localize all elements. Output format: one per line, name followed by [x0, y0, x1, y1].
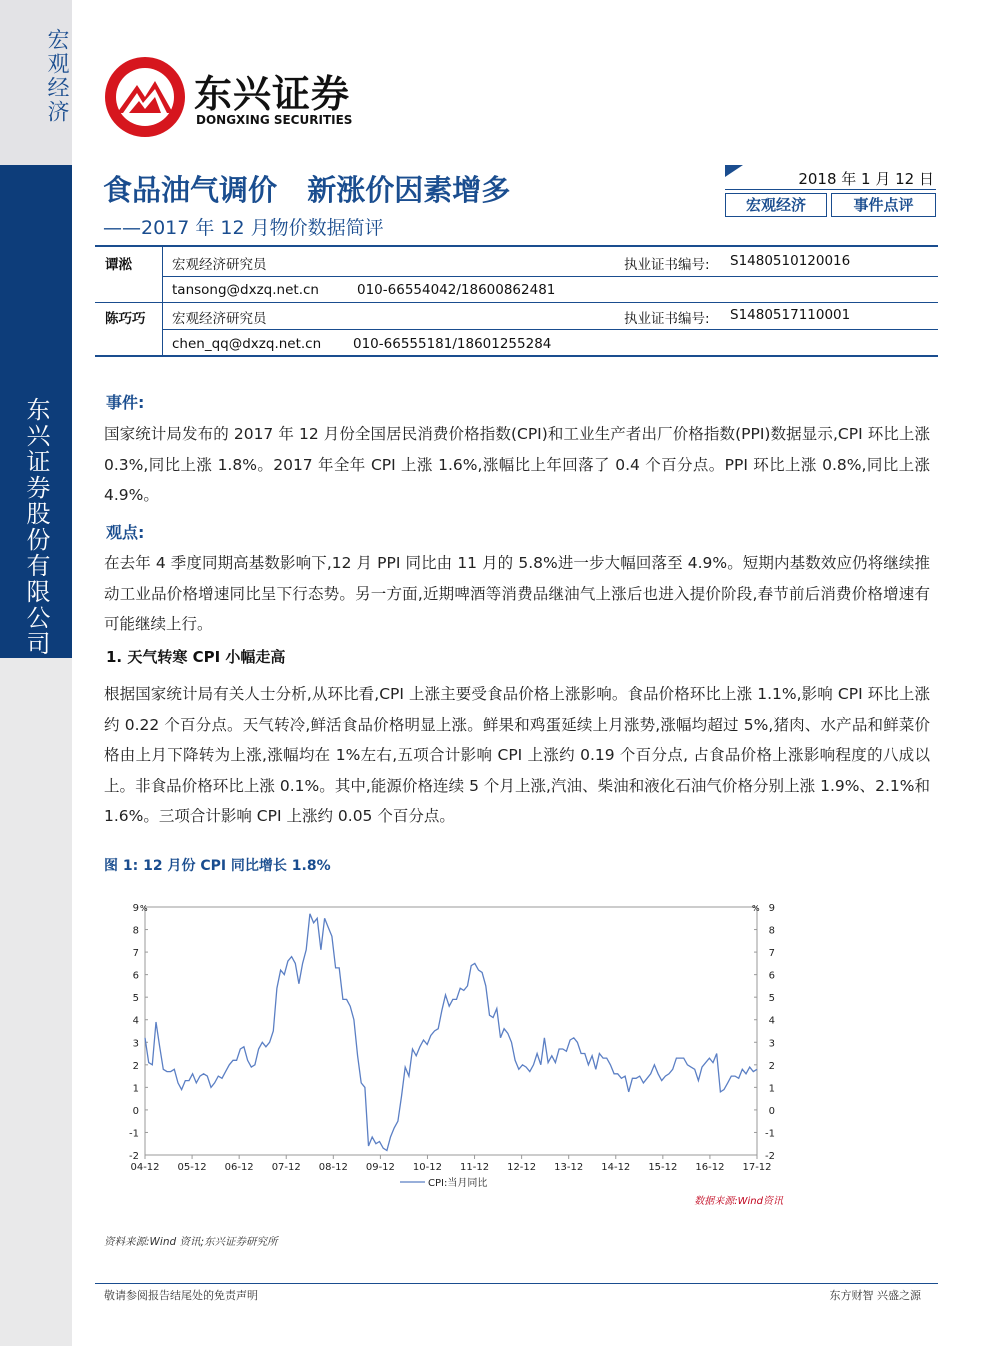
footer-slogan: 东方财智 兴盛之源 [829, 1289, 921, 1302]
figure-source: 资料来源:Wind 资讯;东兴证券研究所 [104, 1236, 278, 1248]
sidebar [0, 0, 72, 1346]
x-tick-label: 11-12 [460, 1162, 490, 1173]
y-tick-left: 4 [132, 1015, 139, 1027]
footer-disclaimer: 敬请参阅报告结尾处的免责声明 [104, 1289, 258, 1302]
view-heading: 观点: [106, 523, 145, 542]
brand-name-cn: 东兴证券 [194, 72, 351, 116]
dongxing-logo [103, 55, 187, 139]
y-tick-right: -1 [765, 1128, 775, 1140]
analyst-row-divider [163, 276, 938, 277]
y-tick-right: 6 [768, 970, 775, 982]
y-tick-right: 3 [768, 1038, 775, 1050]
analyst-name: 陈巧巧 [105, 311, 146, 327]
y-tick-left: 9 [132, 903, 139, 914]
y-tick-left: -1 [129, 1128, 139, 1140]
date-divider [725, 189, 936, 190]
event-text: 国家统计局发布的 2017 年 12 月份全国居民消费价格指数(CPI)和工业生产者出厂价格指数(PPI)数据显示,CPI 环比上涨 0.3%,同比上涨 1.8%。2017 年全年 CPI 上涨 1.6%,涨幅比上年回落了 0.4 个百分点。PPI 环比上涨 0.8%,同比上涨 4.9%。 [104, 425, 930, 504]
analyst-table-bottom [95, 355, 938, 357]
x-tick-label: 13-12 [554, 1162, 584, 1173]
y-tick-right: 2 [768, 1060, 775, 1072]
x-tick-label: 06-12 [224, 1162, 254, 1173]
x-tick-label: 07-12 [271, 1162, 301, 1173]
y-tick-left: 0 [132, 1105, 139, 1117]
cert-label: 执业证书编号: [624, 311, 710, 327]
x-tick-label: 05-12 [177, 1162, 207, 1173]
legend-label: CPI:当月同比 [428, 1178, 488, 1189]
view-text: 在去年 4 季度同期高基数影响下,12 月 PPI 同比由 11 月的 5.8%进一步大幅回落至 4.9%。短期内基数效应仍将继续推动工业品价格增速同比呈下行态势。另一方面,近期啤酒等消费品继油气上涨后也进入提价阶段,春节前后消费价格增速有可能继续上行。 [104, 554, 930, 633]
plot-frame [145, 907, 757, 1155]
tag-event-review: 事件点评 [831, 193, 936, 217]
x-tick-label: 15-12 [648, 1162, 678, 1173]
x-tick-label: 04-12 [130, 1162, 160, 1173]
analyst-table-top [95, 245, 938, 247]
analyst-title: 宏观经济研究员 [172, 257, 267, 273]
x-tick-label: 16-12 [695, 1162, 725, 1173]
analyst-name: 谭淞 [105, 257, 132, 273]
x-tick-label: 17-12 [742, 1162, 772, 1173]
cert-label: 执业证书编号: [624, 257, 710, 273]
date-box [725, 165, 936, 217]
section-heading: 1. 天气转寒 CPI 小幅走高 [106, 648, 286, 666]
cert-number: S1480517110001 [730, 307, 851, 323]
x-tick-label: 14-12 [601, 1162, 631, 1173]
report-date: 2018 年 1 月 12 日 [798, 170, 934, 188]
sidebar-company-label: 东兴证券股份有限公司 [22, 396, 50, 657]
figure-caption: 图 1: 12 月份 CPI 同比增长 1.8% [104, 858, 331, 874]
y-tick-right: 7 [768, 948, 775, 960]
y-tick-right: 1 [768, 1083, 775, 1095]
analyst-email[interactable]: chen_qq@dxzq.net.cn [172, 336, 322, 352]
footer-divider [95, 1283, 938, 1284]
y-tick-right: 4 [768, 1015, 775, 1027]
report-title: 食品油气调价 新涨价因素增多 [103, 173, 511, 207]
y-tick-left: -2 [129, 1151, 139, 1162]
analyst-email[interactable]: tansong@dxzq.net.cn [172, 282, 319, 298]
date-marker-icon [725, 165, 743, 177]
sidebar-category [0, 0, 72, 165]
y-tick-left: 3 [132, 1038, 139, 1050]
tag-macro: 宏观经济 [725, 193, 827, 217]
cpi-chart [100, 895, 800, 1215]
chart-data-source: 数据来源:Wind资讯 [694, 1196, 783, 1207]
x-tick-label: 09-12 [365, 1162, 395, 1173]
y-tick-left: 6 [132, 970, 139, 982]
section-text: 根据国家统计局有关人士分析,从环比看,CPI 上涨主要受食品价格上涨影响。食品价格环比上涨 1.1%,影响 CPI 环比上涨约 0.22 个百分点。天气转冷,鲜活食品价格明显上涨。鲜果和鸡蛋延续上月涨势,涨幅均超过 5%,猪肉、水产品和鲜菜价格由上月下降转为上涨,涨幅均在 1%左右,五项合计影响 CPI 上涨约 0.19 个百分点, 占食品价格上涨影响程度的八成以上。非食品价格环比上涨 0.1%。其中,能源价格连续 5 个月上涨,汽油、柴油和液化石油气价格分别上涨 1.9%、2.1%和 1.6%。三项合计影响 CPI 上涨约 0.05 个百分点。 [104, 685, 930, 825]
y-tick-left: 2 [132, 1060, 139, 1072]
cpi-series-line [145, 914, 757, 1151]
y-tick-right: -2 [765, 1151, 775, 1162]
analyst-phone: 010-66554042/18600862481 [357, 282, 556, 298]
x-tick-label: 12-12 [507, 1162, 537, 1173]
report-subtitle: ——2017 年 12 月物价数据简评 [103, 217, 384, 239]
analyst-phone: 010-66555181/18601255284 [353, 336, 552, 352]
y-tick-right: 9 [768, 903, 775, 914]
right-unit-label: % [752, 904, 760, 913]
left-unit-label: % [140, 904, 148, 913]
sidebar-company [0, 165, 72, 658]
y-tick-right: 5 [768, 993, 775, 1005]
analyst-column-divider [162, 246, 163, 355]
y-tick-left: 7 [132, 948, 139, 960]
analyst-divider [95, 302, 938, 303]
y-tick-left: 8 [132, 925, 139, 937]
cert-number: S1480510120016 [730, 253, 851, 269]
y-tick-left: 5 [132, 993, 139, 1005]
x-tick-label: 08-12 [318, 1162, 348, 1173]
event-heading: 事件: [106, 393, 145, 412]
brand-name-en: DONGXING SECURITIES [196, 113, 353, 127]
analyst-title: 宏观经济研究员 [172, 311, 267, 327]
x-tick-label: 10-12 [412, 1162, 442, 1173]
y-tick-right: 0 [768, 1105, 775, 1117]
y-tick-right: 8 [768, 925, 775, 937]
analyst-row-divider [163, 329, 938, 330]
y-tick-left: 1 [132, 1083, 139, 1095]
sidebar-category-label: 宏观经济 [44, 28, 69, 124]
